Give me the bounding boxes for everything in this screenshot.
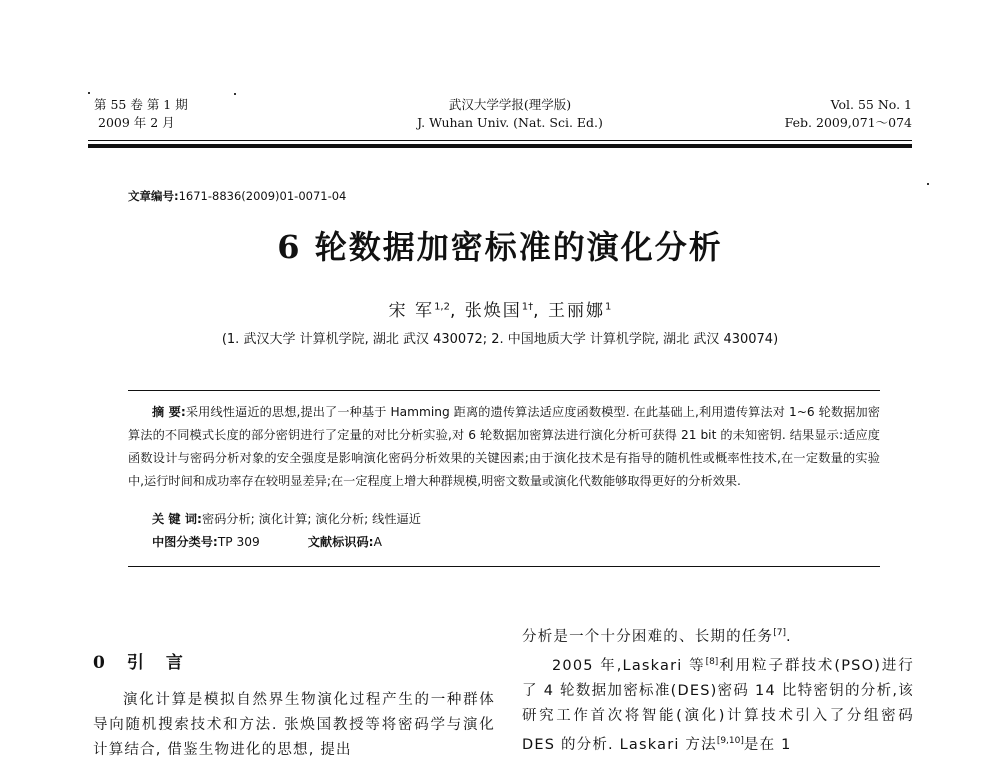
header-left [94, 96, 188, 132]
paragraph-text: 分析是一个十分困难的、长期的任务 [522, 628, 774, 645]
abstract-text: 采用线性逼近的思想,提出了一种基于 Hamming 距离的遗传算法适应度函数模型. 在此基础上,利用遗传算法对 1~6 轮数据加密算法的不同模式长度的部分密钥进行了定量的对比分析实验,对 6 轮数据加密算法进行演化分析可获得 21 bit 的未知密钥. 结果显示:适应度函数设计与密码分析对象的安全强度是影响演化密码分析效果的关键因素;由于演化技术是有指导的随机性或概率性技术,在一定数量的实验中,运行时间和成功率存在较明显差异;在一定程度上增大种群规模,明密文数量或演化代数能够取得更好的分析效果. [128, 405, 880, 488]
keywords-label: 关 键 词: [152, 512, 202, 526]
paragraph-text: 利用粒子群技术(PSO)进行了 4 轮数据加密标准(DES)密码 14 比特密钥的分析,该研究工作首次将智能(演化)计算技术引入了分组密码 DES 的分析. Laskari 方法 [522, 657, 914, 753]
author-name: 宋 军 [388, 301, 435, 321]
author-name: 王丽娜 [547, 301, 605, 321]
header-center [390, 96, 630, 132]
scan-speck [88, 92, 90, 94]
body-paragraph: 演化计算是模拟自然界生物演化过程产生的一种群体导向随机搜索技术和方法. 张焕国教授等将密码学与演化计算结合, 借鉴生物进化的思想, 提出 [93, 692, 495, 758]
author-name: 张焕国 [464, 301, 522, 321]
affiliations: (1. 武汉大学 计算机学院, 湖北 武汉 430072; 2. 中国地质大学 计算机学院, 湖北 武汉 430074) [221, 332, 779, 347]
journal-name-en: J. Wuhan Univ. (Nat. Sci. Ed.) [417, 115, 603, 130]
body-paragraph [522, 650, 914, 758]
author-affil-mark: 1,2 [434, 301, 450, 313]
header-volume-issue: 第 55 卷 第 1 期 [94, 97, 188, 112]
paper-title: 6 轮数据加密标准的演化分析 [277, 228, 723, 266]
abstract-rule-top [128, 390, 880, 391]
clc-value: TP 309 [217, 535, 260, 549]
article-number-value: 1671-8836(2009)01-0071-04 [178, 189, 347, 203]
abstract-rule-bottom [128, 566, 880, 567]
abstract-label: 摘 要: [152, 405, 186, 419]
paragraph-text: 2005 年,Laskari 等 [552, 657, 706, 674]
body-left-column [93, 688, 495, 763]
body-right-column [522, 621, 914, 757]
keywords [152, 508, 421, 531]
section-title-char: 引 [126, 653, 144, 673]
clc-label: 中图分类号: [152, 535, 218, 549]
doc-code-value: A [373, 535, 382, 549]
citation-ref: [9,10] [716, 735, 744, 746]
section-title-char: 言 [165, 653, 183, 673]
author-separator: , [449, 301, 465, 321]
header-right [785, 96, 912, 132]
citation-ref: [8] [705, 656, 719, 667]
body-paragraph [522, 621, 914, 650]
author-separator: , [533, 301, 548, 321]
journal-name-cn: 武汉大学学报(理学版) [448, 97, 572, 112]
author-list [0, 296, 1000, 321]
scan-speck [234, 93, 236, 95]
article-number [128, 188, 346, 204]
header-volume-issue-en: Vol. 55 No. 1 [830, 97, 912, 112]
scan-speck [927, 183, 929, 185]
doc-code-label: 文献标识码: [307, 535, 374, 549]
keywords-text: 密码分析; 演化计算; 演化分析; 线性逼近 [201, 512, 421, 526]
paragraph-text: . [785, 628, 792, 645]
header-date-pages: Feb. 2009,071～074 [784, 115, 912, 130]
header-rule-thick [88, 144, 912, 148]
article-number-label: 文章编号: [128, 189, 179, 203]
section-number: 0 [93, 653, 105, 673]
classification [152, 531, 382, 554]
paragraph-text: 是在 1 [743, 736, 792, 753]
citation-ref: [7] [773, 628, 786, 638]
abstract [128, 401, 880, 493]
header-date: 2009 年 2 月 [98, 115, 175, 130]
header-rule-thin [88, 140, 912, 141]
section-heading [93, 648, 183, 673]
author-affil-mark: 1† [521, 301, 534, 313]
author-affil-mark: 1 [604, 301, 612, 313]
